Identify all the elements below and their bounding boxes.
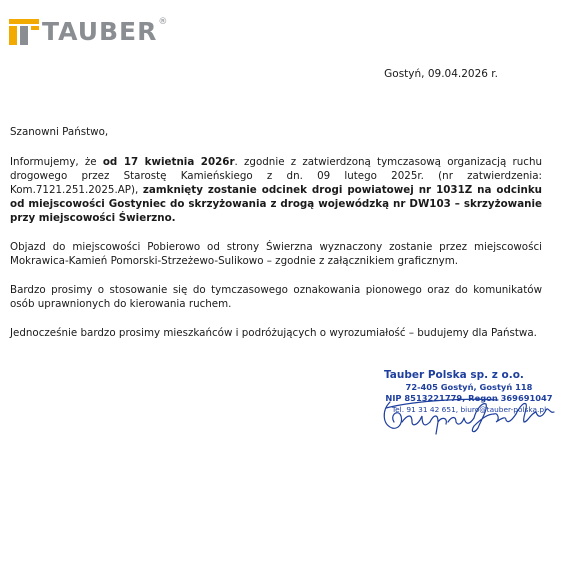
paragraph-signage: Bardzo prosimy o stosowanie się do tymczasowego oznakowania pionowego oraz do komunikatów osób uprawnionych do kierowania ruchem. — [10, 284, 542, 310]
stamp-ids: NIP 8513221779, Regon 369691047 — [385, 393, 553, 403]
registered-mark: ® — [158, 17, 168, 27]
logo-wordmark: TAUBER — [42, 17, 158, 46]
handwritten-signature — [378, 392, 558, 438]
p1-closure: zamknięty zostanie odcinek drogi powiatowej nr 1031Z na odcinku od miejscowości Gostyniec do skrzyżowania z drogą wojewódzką nr DW103 – skrzyżowanie przy miejscowości Świerzno. — [10, 184, 542, 224]
tauber-logo-icon — [9, 19, 39, 45]
p1-approval: . zgodnie z zatwierdzoną tymczasową organizacją ruchu drogowego przez Starostę Kamieńskiego z dn. 09 lutego 2025r. (nr zatwierdzenia: Kom.7121.251.2025.AP), — [10, 156, 543, 196]
paragraph-detour: Objazd do miejscowości Pobierowo od strony Świerzna wyznaczony zostanie przez miejscowości Mokrawica-Kamień Pomorski-Strzeżewo-Sulikowo – zgodnie z załącznikiem graficznym. — [10, 241, 542, 267]
stamp-address: 72-405 Gostyń, Gostyń 118 — [405, 382, 533, 392]
paragraph-apology: Jednocześnie bardzo prosimy mieszkańców i podróżujących o wyrozumiałość – budujemy dla Państwa. — [10, 327, 537, 339]
stamp-company-name: Tauber Polska sp. z o.o. — [384, 369, 524, 381]
letter-body — [10, 125, 542, 355]
company-logo — [9, 17, 167, 47]
p1-intro: Informujemy, że — [10, 156, 103, 168]
p1-date: od 17 kwietnia 2026r — [102, 156, 235, 168]
greeting: Szanowni Państwo, — [10, 126, 109, 138]
letter-date: Gostyń, 09.04.2026 r. — [384, 68, 498, 80]
stamp-contact: Tel. 91 31 42 651, biuro@tauber-polska.pl — [391, 405, 547, 414]
paragraph-closure-notice — [10, 155, 542, 225]
